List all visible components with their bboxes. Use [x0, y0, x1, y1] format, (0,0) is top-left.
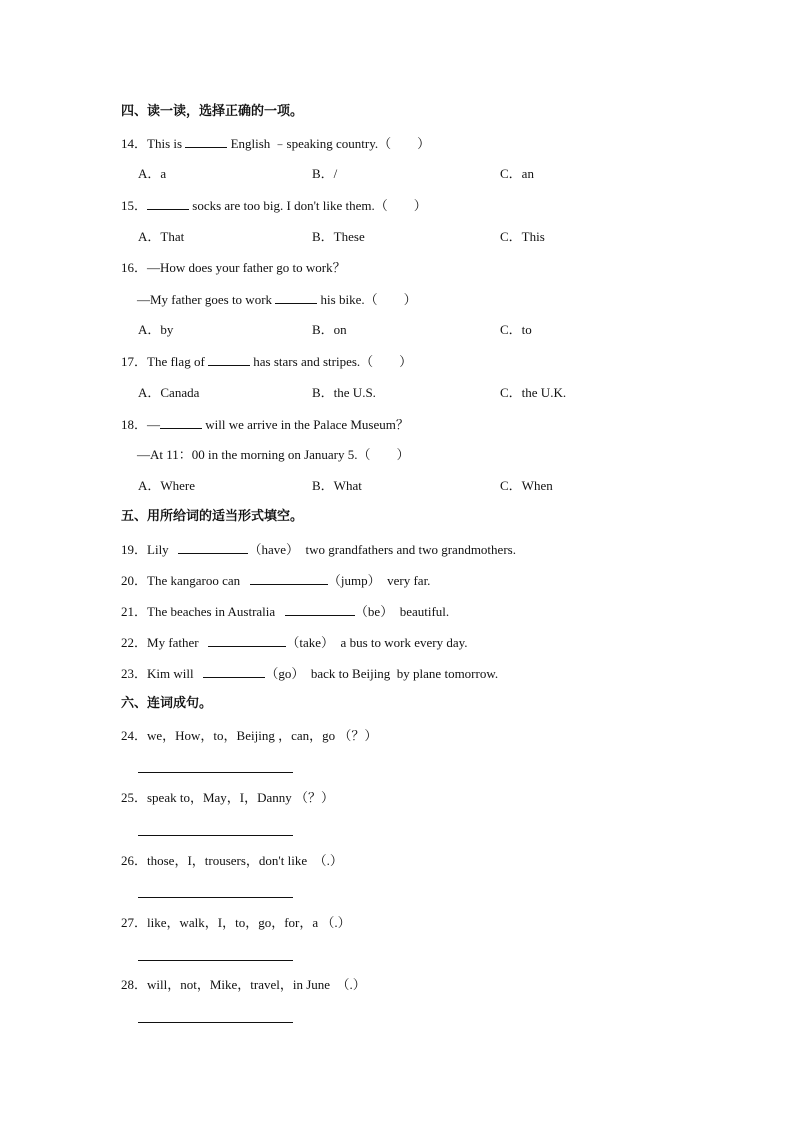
answer-line[interactable]: [138, 897, 293, 898]
answer-blank[interactable]: [160, 416, 202, 429]
option-b[interactable]: B．on: [312, 322, 347, 337]
question-number: 20．: [121, 573, 148, 588]
question-26: 26．those，I，trousers，don't like （.）: [121, 853, 343, 868]
answer-blank[interactable]: [250, 572, 328, 585]
question-text: —My father goes to work: [137, 292, 276, 307]
question-16-line-2: [137, 291, 417, 308]
option-c[interactable]: C．an: [500, 166, 534, 181]
question-text: The beaches in Australia: [147, 604, 285, 619]
option-a[interactable]: A．by: [138, 322, 174, 337]
question-text: very far.: [380, 573, 431, 588]
question-18: [121, 416, 409, 433]
question-text: a bus to work every day.: [334, 635, 468, 650]
question-14: [121, 135, 430, 152]
answer-blank[interactable]: [275, 291, 317, 304]
answer-line[interactable]: [138, 960, 293, 961]
option-c[interactable]: C．This: [500, 229, 545, 244]
option-c[interactable]: C．the U.K.: [500, 385, 567, 400]
option-b[interactable]: B．What: [312, 478, 362, 493]
question-21: [121, 603, 449, 620]
option-a[interactable]: A．That: [138, 229, 185, 244]
question-17: [121, 353, 412, 370]
answer-blank[interactable]: [285, 603, 355, 616]
answer-blank[interactable]: [208, 634, 286, 647]
option-b[interactable]: B．These: [312, 229, 365, 244]
question-text: My father: [147, 635, 209, 650]
question-19: [121, 541, 516, 558]
answer-blank[interactable]: [203, 665, 265, 678]
question-number: 14．: [121, 136, 148, 151]
question-27: 27．like，walk，I，to，go，for，a （.）: [121, 915, 351, 930]
given-word: （go）: [265, 666, 305, 681]
question-text: —: [147, 417, 161, 432]
question-text: back to Beijing by plane tomorrow.: [304, 666, 499, 681]
given-word: （take）: [286, 635, 335, 650]
question-text: his bike.（ ）: [317, 292, 417, 307]
section-heading-6: 六、连词成句。: [121, 696, 213, 711]
question-18-line-2: —At 11：00 in the morning on January 5.（ ）: [137, 447, 410, 462]
question-text: The kangaroo can: [147, 573, 250, 588]
question-text: English ﹣speaking country.（ ）: [227, 136, 431, 151]
question-number: 16．: [121, 260, 148, 275]
answer-line[interactable]: [138, 772, 293, 773]
option-b[interactable]: B．/: [312, 166, 338, 181]
question-text: socks are too big. I don't like them.（ ）: [189, 198, 427, 213]
question-text: This is: [147, 136, 186, 151]
question-number: 19．: [121, 542, 148, 557]
question-text: Kim will: [147, 666, 204, 681]
question-22: [121, 634, 468, 651]
section-heading-4: 四、读一读，选择正确的一项。: [121, 104, 304, 119]
question-number: 18．: [121, 417, 148, 432]
question-text: beautiful.: [393, 604, 450, 619]
answer-line[interactable]: [138, 1022, 293, 1023]
question-number: 23．: [121, 666, 148, 681]
question-24: 24．we，How，to，Beijing ，can，go （？）: [121, 728, 378, 743]
question-number: 21．: [121, 604, 148, 619]
option-c[interactable]: C．When: [500, 478, 553, 493]
question-number: 15．: [121, 198, 148, 213]
question-28: 28．will，not，Mike，travel，in June （.）: [121, 977, 366, 992]
question-text: has stars and stripes.（ ）: [250, 354, 413, 369]
given-word: （have）: [248, 542, 299, 557]
question-number: 22．: [121, 635, 148, 650]
question-text: two grandfathers and two grandmothers.: [298, 542, 516, 557]
question-20: [121, 572, 430, 589]
given-word: （jump）: [327, 573, 381, 588]
question-text: Lily: [147, 542, 179, 557]
option-a[interactable]: A．Canada: [138, 385, 200, 400]
question-15: [121, 197, 427, 214]
question-23: [121, 665, 498, 682]
question-16: [121, 260, 346, 276]
question-number: 17．: [121, 354, 148, 369]
given-word: （be）: [354, 604, 394, 619]
answer-line[interactable]: [138, 835, 293, 836]
question-text: —How does your father go to work？: [147, 260, 346, 275]
question-text: will we arrive in the Palace Museum？: [202, 417, 409, 432]
answer-blank[interactable]: [185, 135, 227, 148]
option-b[interactable]: B．the U.S.: [312, 385, 376, 400]
option-c[interactable]: C．to: [500, 322, 532, 337]
option-a[interactable]: A．a: [138, 166, 167, 181]
question-25: 25．speak to，May，I，Danny （？）: [121, 790, 335, 805]
answer-blank[interactable]: [208, 353, 250, 366]
answer-blank[interactable]: [147, 197, 189, 210]
section-heading-5: 五、用所给词的适当形式填空。: [121, 509, 304, 524]
option-a[interactable]: A．Where: [138, 478, 196, 493]
answer-blank[interactable]: [178, 541, 248, 554]
question-text: The flag of: [147, 354, 209, 369]
